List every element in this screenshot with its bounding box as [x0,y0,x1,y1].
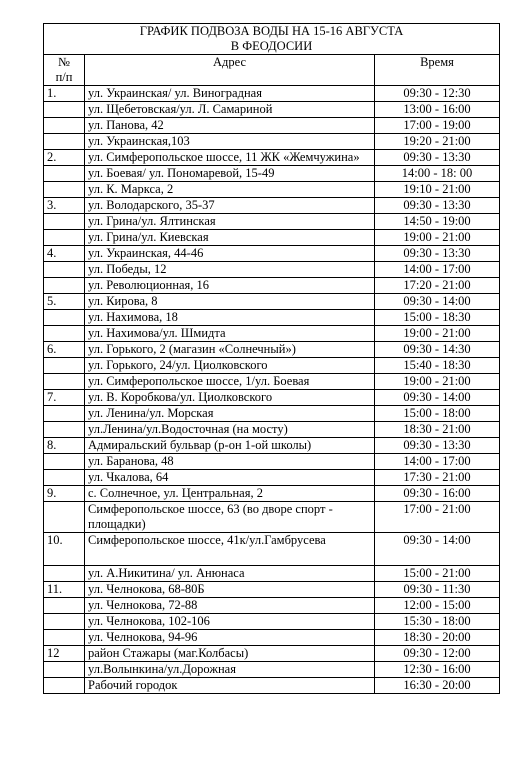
row-number: 1. [44,86,85,102]
row-time: 09:30 - 12:00 [375,646,500,662]
row-address: ул. Революционная, 16 [85,278,375,294]
row-number [44,278,85,294]
row-address: ул. Горького, 24/ул. Циолковского [85,358,375,374]
table-row [44,662,500,678]
row-number [44,678,85,694]
row-number [44,662,85,678]
row-address: ул. Челнокова, 68-80Б [85,582,375,598]
row-number [44,230,85,246]
table-row [44,533,500,566]
row-address: ул. А.Никитина/ ул. Анюнаса [85,566,375,582]
row-time: 12:00 - 15:00 [375,598,500,614]
row-time: 14:00 - 18: 00 [375,166,500,182]
row-address: ул. Кирова, 8 [85,294,375,310]
row-time: 17:30 - 21:00 [375,470,500,486]
title-row [44,24,500,55]
row-address: ул. Челнокова, 72-88 [85,598,375,614]
row-address: Симферопольское шоссе, 41к/ул.Гамбрусева [85,533,375,566]
table-row [44,486,500,502]
row-time: 18:30 - 21:00 [375,422,500,438]
row-time: 18:30 - 20:00 [375,630,500,646]
header-time: Время [375,55,500,86]
row-address: ул.Ленина/ул.Водосточная (на мосту) [85,422,375,438]
row-time: 17:20 - 21:00 [375,278,500,294]
row-number: 5. [44,294,85,310]
table-body [44,24,500,694]
row-address: ул. Победы, 12 [85,262,375,278]
table-row [44,182,500,198]
row-number [44,422,85,438]
row-time: 14:00 - 17:00 [375,454,500,470]
table-row [44,470,500,486]
row-time: 19:20 - 21:00 [375,134,500,150]
row-number: 2. [44,150,85,166]
row-number: 3. [44,198,85,214]
row-number [44,214,85,230]
row-number [44,566,85,582]
table-row [44,214,500,230]
row-number: 9. [44,486,85,502]
row-number [44,598,85,614]
row-address: ул. Челнокова, 102-106 [85,614,375,630]
row-address: ул. Нахимова, 18 [85,310,375,326]
row-address: ул. Володарского, 35-37 [85,198,375,214]
row-time: 15:30 - 18:00 [375,614,500,630]
row-time: 14:00 - 17:00 [375,262,500,278]
table-row [44,438,500,454]
row-time: 09:30 - 14:00 [375,294,500,310]
header-number-line-2: п/п [55,70,73,84]
row-address: ул. Симферопольское шоссе, 11 ЖК «Жемчужина» [85,150,375,166]
row-address: ул. Панова, 42 [85,118,375,134]
header-number-line-1: № [58,55,70,69]
row-number [44,182,85,198]
row-time: 19:00 - 21:00 [375,326,500,342]
header-address: Адрес [85,55,375,86]
row-address: ул. Нахимова/ул. Шмидта [85,326,375,342]
row-address: ул.Волынкина/ул.Дорожная [85,662,375,678]
table-row [44,422,500,438]
table-row [44,390,500,406]
row-address: ул. Украинская/ ул. Виноградная [85,86,375,102]
row-address: ул. Ленина/ул. Морская [85,406,375,422]
row-number [44,326,85,342]
row-number [44,166,85,182]
row-number: 10. [44,533,85,566]
row-time: 19:00 - 21:00 [375,230,500,246]
row-address: ул. Горького, 2 (магазин «Солнечный») [85,342,375,358]
row-number [44,358,85,374]
table-row [44,118,500,134]
row-address: ул. Украинская,103 [85,134,375,150]
table-row [44,566,500,582]
row-address: Рабочий городок [85,678,375,694]
row-number [44,502,85,533]
row-address: ул. Украинская, 44-46 [85,246,375,262]
row-time: 14:50 - 19:00 [375,214,500,230]
document-title [44,24,500,55]
row-number: 6. [44,342,85,358]
table-row [44,150,500,166]
row-number [44,374,85,390]
row-time: 19:00 - 21:00 [375,374,500,390]
row-number [44,102,85,118]
row-time: 15:00 - 18:00 [375,406,500,422]
table-row [44,166,500,182]
row-time: 15:00 - 18:30 [375,310,500,326]
title-line-2: В ФЕОДОСИИ [230,39,313,53]
table-row [44,310,500,326]
row-address: ул. Боевая/ ул. Пономаревой, 15-49 [85,166,375,182]
row-time: 09:30 - 13:30 [375,150,500,166]
row-number [44,134,85,150]
row-number: 7. [44,390,85,406]
row-time: 12:30 - 16:00 [375,662,500,678]
row-time: 09:30 - 12:30 [375,86,500,102]
table-row [44,358,500,374]
row-address: ул. Баранова, 48 [85,454,375,470]
table-row [44,278,500,294]
row-address: ул. В. Коробкова/ул. Циолковского [85,390,375,406]
row-number [44,630,85,646]
row-address: ул. Щебетовская/ул. Л. Самариной [85,102,375,118]
table-row [44,262,500,278]
row-time: 09:30 - 13:30 [375,246,500,262]
row-time: 09:30 - 16:00 [375,486,500,502]
row-address: ул. Челнокова, 94-96 [85,630,375,646]
table-row [44,374,500,390]
table-row [44,230,500,246]
table-row [44,326,500,342]
row-time: 09:30 - 13:30 [375,438,500,454]
table-row [44,454,500,470]
row-number: 8. [44,438,85,454]
table-row [44,502,500,533]
row-number [44,406,85,422]
table-row [44,406,500,422]
table-row [44,102,500,118]
row-number: 11. [44,582,85,598]
row-time: 13:00 - 16:00 [375,102,500,118]
row-time: 19:10 - 21:00 [375,182,500,198]
row-number [44,262,85,278]
table-row [44,294,500,310]
row-number [44,118,85,134]
row-number [44,614,85,630]
water-schedule-table [43,23,500,694]
table-row [44,86,500,102]
row-time: 15:40 - 18:30 [375,358,500,374]
row-address: Адмиральский бульвар (р-он 1-ой школы) [85,438,375,454]
row-time: 16:30 - 20:00 [375,678,500,694]
table-row [44,198,500,214]
header-number [44,55,85,86]
title-line-1: ГРАФИК ПОДВОЗА ВОДЫ НА 15-16 АВГУСТА [139,24,404,38]
table-row [44,614,500,630]
table-row [44,342,500,358]
table-row [44,646,500,662]
row-time: 09:30 - 13:30 [375,198,500,214]
row-address: район Стажары (маг.Колбасы) [85,646,375,662]
table-row [44,246,500,262]
row-time: 15:00 - 21:00 [375,566,500,582]
row-number [44,310,85,326]
row-time: 09:30 - 14:00 [375,533,500,566]
row-time: 09:30 - 14:30 [375,342,500,358]
row-number [44,470,85,486]
row-time: 17:00 - 21:00 [375,502,500,533]
row-address: Симферопольское шоссе, 63 (во дворе спорт - площадки) [85,502,375,533]
row-number [44,454,85,470]
header-row [44,55,500,86]
table-row [44,630,500,646]
row-address: ул. Грина/ул. Ялтинская [85,214,375,230]
table-row [44,134,500,150]
row-address: ул. Симферопольское шоссе, 1/ул. Боевая [85,374,375,390]
row-time: 09:30 - 11:30 [375,582,500,598]
table-row [44,678,500,694]
row-address: ул. Грина/ул. Киевская [85,230,375,246]
row-time: 17:00 - 19:00 [375,118,500,134]
row-number: 12 [44,646,85,662]
row-address: с. Солнечное, ул. Центральная, 2 [85,486,375,502]
table-row [44,582,500,598]
row-address: ул. К. Маркса, 2 [85,182,375,198]
row-address: ул. Чкалова, 64 [85,470,375,486]
row-time: 09:30 - 14:00 [375,390,500,406]
table-row [44,598,500,614]
row-number: 4. [44,246,85,262]
